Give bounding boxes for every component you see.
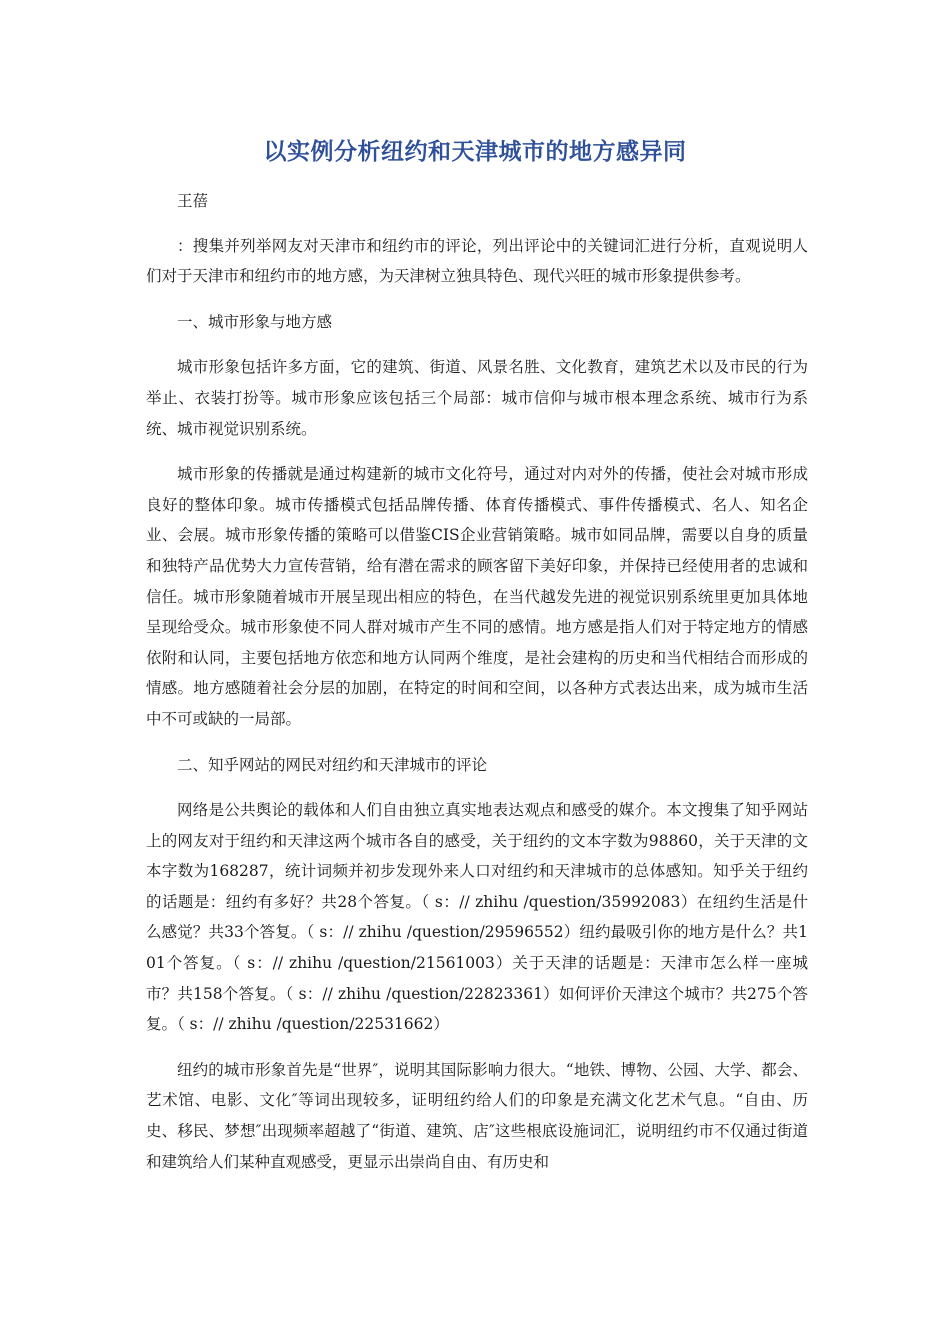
abstract-paragraph: ：搜集并列举网友对天津市和纽约市的评论，列出评论中的关键词汇进行分析，直观说明人们对于天津市和纽约市的地方感，为天津树立独具特色、现代兴旺的城市形象提供参考。 xyxy=(146,236,808,286)
author-name: 王蓓 xyxy=(177,192,209,210)
body-paragraph: 网络是公共舆论的载体和人们自由独立真实地表达观点和感受的媒介。本文搜集了知乎网站上的网友对于纽约和天津这两个城市各自的感受，关于纽约的文本字数为98860，关于天津的文本字数为168287，统计词频并初步发现外来人口对纽约和天津城市的总体感知。知乎关于纽约的话题是：纽约有多好？共28个答复。（ s：// zhihu /question/35992083）在纽约生活是什么感觉？共33个答复。（ s：// zhihu /question/29596552）纽约最吸引你的地方是什么？共101个答复。（ s：// zhihu /question/21561003）关于天津的话题是：天津市怎么样一座城市？共158个答复。（ s：// zhihu /question/22823361）如何评价天津这个城市？共275个答复。（ s：// zhihu /question/22531662） xyxy=(146,801,808,1034)
body-paragraph: 城市形象的传播就是通过构建新的城市文化符号，通过对内对外的传播，使社会对城市形成良好的整体印象。城市传播模式包括品牌传播、体育传播模式、事件传播模式、名人、知名企业、会展。城市形象传播的策略可以借鉴CIS企业营销策略。城市如同品牌，需要以自身的质量和独特产品优势大力宣传营销，给有潜在需求的顾客留下美好印象，并保持已经使用者的忠诚和信任。城市形象随着城市开展呈现出相应的特色，在当代越发先进的视觉识别系统里更加具体地呈现给受众。城市形象使不同人群对城市产生不同的感情。地方感是指人们对于特定地方的情感依附和认同，主要包括地方依恋和地方认同两个维度，是社会建构的历史和当代相结合而形成的情感。地方感随着社会分层的加剧，在特定的时间和空间，以各种方式表达出来，成为城市生活中不可或缺的一局部。 xyxy=(146,465,808,728)
body-paragraph: 纽约的城市形象首先是“世界″，说明其国际影响力很大。“地铁、博物、公园、大学、都会、艺术馆、电影、文化″等词出现较多，证明纽约给人们的印象是充满文化艺术气息。“自由、历史、移民、梦想″出现频率超越了“街道、建筑、店″这些根底设施词汇，说明纽约市不仅通过街道和建筑给人们某种直观感受，更显示出崇尚自由、有历史和 xyxy=(146,1060,808,1171)
section-heading-2: 二、知乎网站的网民对纽约和天津城市的评论 xyxy=(177,755,488,774)
section-heading-1: 一、城市形象与地方感 xyxy=(177,312,333,331)
document-body xyxy=(146,186,808,1192)
document-title: 以实例分析纽约和天津城市的地方感异同 xyxy=(263,139,687,165)
body-paragraph: 城市形象包括许多方面，它的建筑、街道、风景名胜、文化教育，建筑艺术以及市民的行为举止、衣装打扮等。城市形象应该包括三个局部：城市信仰与城市根本理念系统、城市行为系统、城市视觉识别系统。 xyxy=(146,358,808,438)
